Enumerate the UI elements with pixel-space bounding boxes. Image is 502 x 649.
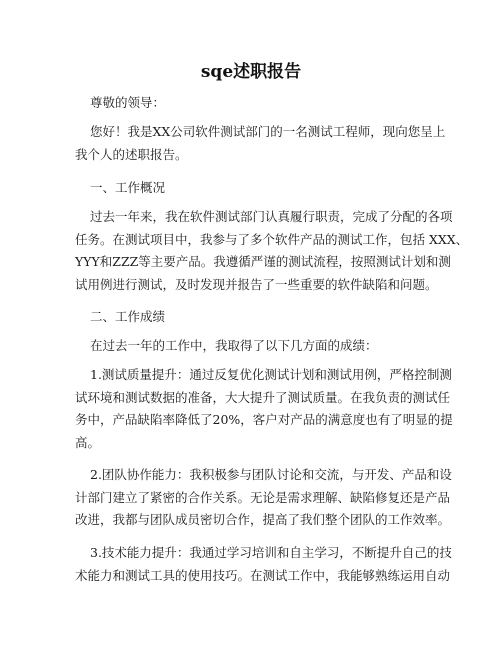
achievement-3-paragraph xyxy=(75,542,452,587)
achievements-intro-paragraph xyxy=(75,335,435,358)
text-line: 计部门建立了紧密的合作关系。无论是需求理解、缺陷修复还是产品 xyxy=(75,489,451,505)
text-line: 1.测试质量提升：通过反复优化测试计划和测试用例，严格控制测 xyxy=(90,367,452,382)
text-line: 改进，我都与团队成员密切合作，提高了我们整个团队的工作效率。 xyxy=(75,512,451,527)
text-line: 试用例进行测试，及时发现并报告了一些重要的软件缺陷和问题。 xyxy=(75,276,438,292)
text-line: 试环境和测试数据的准备，大大提升了测试质量。在我负责的测试任 xyxy=(75,389,451,405)
section-heading-achievements xyxy=(75,306,435,329)
text-line: 3.技术能力提升：我通过学习培训和自主学习，不断提升自己的技 xyxy=(90,545,452,560)
greeting-paragraph xyxy=(75,92,435,115)
text-line: 尊敬的领导： xyxy=(90,95,166,110)
text-line: 一、工作概况 xyxy=(90,180,166,195)
achievement-2-paragraph xyxy=(75,464,452,532)
text-line: 术能力和测试工具的使用技巧。在测试工作中，我能够熟练运用自动 xyxy=(75,567,451,583)
text-line: 务中，产品缺陷率降低了20%，客户对产品的满意度也有了明显的提 xyxy=(75,412,453,427)
text-line: 高。 xyxy=(75,434,101,450)
overview-paragraph xyxy=(75,206,469,296)
text-line: YYY和ZZZ等主要产品。我遵循严谨的测试流程，按照测试计划和测 xyxy=(75,254,451,269)
text-line: 我个人的述职报告。 xyxy=(75,146,188,162)
text-line: 在过去一年的工作中，我取得了以下几方面的成绩： xyxy=(90,338,378,353)
text-line: 您好！我是XX公司软件测试部门的一名测试工程师，现向您呈上 xyxy=(90,124,446,139)
section-heading-overview xyxy=(75,177,435,200)
text-line: 过去一年来，我在软件测试部门认真履行职责，完成了分配的各项 xyxy=(90,209,453,224)
text-line: 2.团队协作能力：我积极参与团队讨论和交流，与开发、产品和设 xyxy=(90,467,452,482)
intro-paragraph xyxy=(75,121,446,166)
text-line: 任务。在测试项目中，我参与了多个软件产品的测试工作，包括 XXX、 xyxy=(75,231,469,247)
achievement-1-paragraph xyxy=(75,364,453,454)
document-title: sqe述职报告 xyxy=(200,62,302,82)
text-line: 二、工作成绩 xyxy=(90,309,166,324)
